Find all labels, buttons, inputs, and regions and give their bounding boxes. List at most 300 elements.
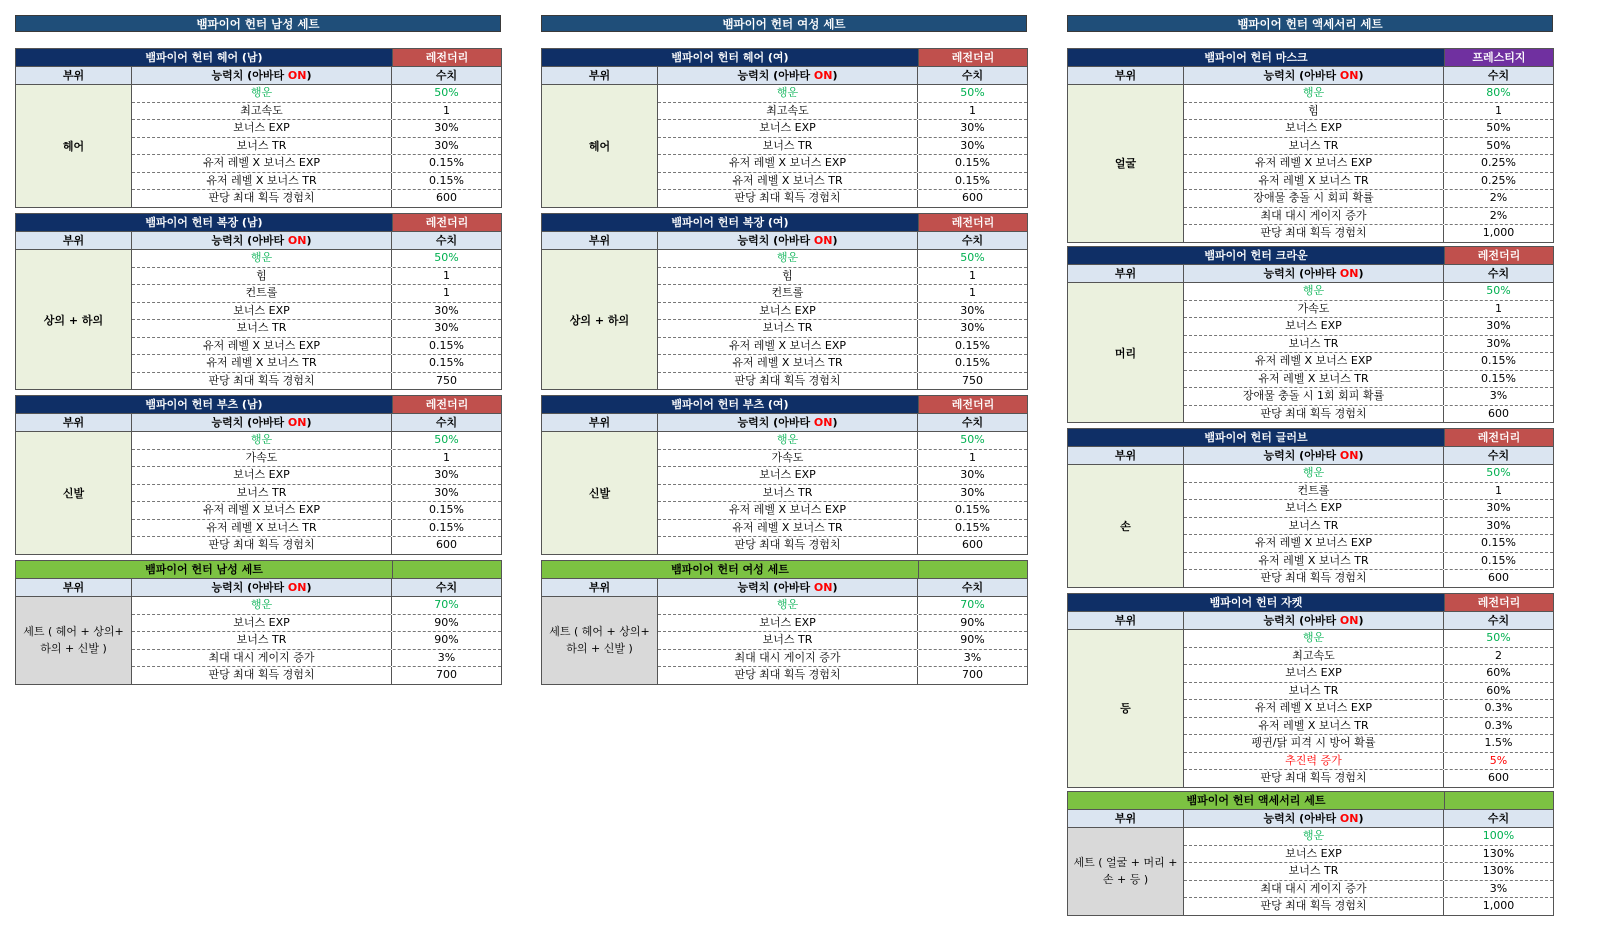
- stat-value: 30%: [1486, 336, 1511, 350]
- stat-value: 30%: [434, 303, 459, 317]
- stat-value: 30%: [960, 485, 985, 499]
- col-stat-header: 능력치 (아바타 ON): [1184, 265, 1444, 282]
- stat-value: 700: [436, 668, 457, 681]
- grade-badge: [918, 561, 1027, 578]
- col-value-header: 수치: [1487, 69, 1510, 82]
- col-part-header: 부위: [1068, 810, 1184, 827]
- col-stat-header: 능력치 (아바타 ON): [1184, 810, 1444, 827]
- stat-row: [132, 485, 501, 503]
- stat-value: 0.15%: [955, 338, 990, 352]
- stat-value: 0.15%: [1481, 371, 1516, 385]
- stat-name: 유저 레벨 X 보너스 TR: [132, 173, 392, 190]
- stat-row: [132, 355, 501, 373]
- column-header-row: [1068, 446, 1553, 465]
- stat-row: [1184, 570, 1553, 587]
- col-stat-header: 능력치 (아바타 ON): [132, 579, 392, 596]
- col-value-header: 수치: [961, 69, 984, 82]
- stat-row: [132, 173, 501, 191]
- stat-row: [1184, 85, 1553, 103]
- stat-row: [1184, 483, 1553, 501]
- col-part-header: 부위: [1068, 67, 1184, 84]
- stat-value: 50%: [960, 251, 985, 264]
- column-header-row: [542, 578, 1027, 597]
- stat-row: [1184, 318, 1553, 336]
- stat-value: 0.15%: [429, 338, 464, 352]
- stat-row: [1184, 518, 1553, 536]
- table-title: 뱀파이어 헌터 크라운: [1068, 247, 1444, 264]
- stat-list: [132, 250, 501, 389]
- stat-table-female-outfit: [541, 213, 1028, 390]
- stat-row: [1184, 898, 1553, 915]
- stat-row: [658, 615, 1027, 633]
- col-part-header: 부위: [1068, 447, 1184, 464]
- stat-name: 보너스 EXP: [132, 303, 392, 320]
- stat-table-male-hair: [15, 48, 502, 208]
- stat-name: 판당 최대 획득 경험치: [132, 373, 392, 390]
- table-body: [1068, 630, 1553, 787]
- stat-value: 600: [962, 538, 983, 551]
- stat-name: 보너스 TR: [132, 632, 392, 649]
- stat-name: 판당 최대 획득 경험치: [658, 537, 918, 554]
- table-title: 뱀파이어 헌터 액세서리 세트: [1068, 792, 1444, 809]
- stat-value: 30%: [960, 468, 985, 481]
- table-title-row: [1068, 594, 1553, 611]
- col-value-header: 수치: [435, 416, 458, 429]
- stat-name: 보너스 TR: [658, 138, 918, 155]
- stat-value: 50%: [434, 433, 459, 446]
- col-value-header: 수치: [1487, 812, 1510, 825]
- stat-name: 가속도: [658, 450, 918, 467]
- stat-name: 행운: [1184, 630, 1444, 647]
- stat-row: [658, 103, 1027, 121]
- col-part-header: 부위: [542, 579, 658, 596]
- table-title-row: [1068, 792, 1553, 809]
- stat-value: 700: [962, 668, 983, 681]
- stat-name: 최대 대시 게이지 증가: [1184, 881, 1444, 898]
- stat-row: [1184, 700, 1553, 718]
- stat-value: 1: [443, 450, 450, 464]
- stat-row: [658, 285, 1027, 303]
- stat-row: [132, 320, 501, 338]
- stat-value: 2: [1495, 648, 1502, 662]
- stat-value: 50%: [434, 251, 459, 264]
- stat-table-acc-mask: [1067, 48, 1554, 243]
- avatar-on-label: ON: [1339, 449, 1359, 462]
- table-title: 뱀파이어 헌터 글러브: [1068, 429, 1444, 446]
- col-part-header: 부위: [16, 232, 132, 249]
- part-cell: 헤어: [16, 85, 132, 207]
- col-part-header: 부위: [542, 232, 658, 249]
- stat-list: [132, 432, 501, 554]
- stat-row: [658, 667, 1027, 684]
- avatar-on-label: ON: [813, 581, 833, 594]
- stat-name: 행운: [658, 432, 918, 449]
- stat-value: 0.25%: [1481, 156, 1516, 169]
- stat-value: 1: [1495, 483, 1502, 497]
- stat-value: 50%: [1486, 631, 1511, 644]
- stat-table-female-hair: [541, 48, 1028, 208]
- table-title-row: [1068, 247, 1553, 264]
- part-cell: 세트 ( 헤어 + 상의+ 하의 + 신발 ): [542, 597, 658, 684]
- stat-row: [658, 138, 1027, 156]
- stat-row: [658, 520, 1027, 538]
- col-stat-header: 능력치 (아바타 ON): [132, 67, 392, 84]
- stat-name: 행운: [132, 85, 392, 102]
- grade-badge: 레전더리: [918, 396, 1027, 413]
- stat-row: [658, 303, 1027, 321]
- stat-name: 보너스 TR: [658, 485, 918, 502]
- stat-table-male-outfit: [15, 213, 502, 390]
- stat-name: 힘: [132, 268, 392, 285]
- stat-row: [1184, 120, 1553, 138]
- stat-value: 1: [443, 103, 450, 117]
- stat-name: 보너스 EXP: [658, 303, 918, 320]
- stat-value: 30%: [1486, 518, 1511, 532]
- stat-value: 600: [436, 538, 457, 551]
- stat-row: [658, 432, 1027, 450]
- table-title: 뱀파이어 헌터 복장 (여): [542, 214, 918, 231]
- table-body: [1068, 283, 1553, 422]
- avatar-on-label: ON: [813, 416, 833, 429]
- grade-badge: 레전더리: [392, 396, 501, 413]
- table-title: 뱀파이어 헌터 부츠 (여): [542, 396, 918, 413]
- stat-value: 70%: [960, 598, 985, 611]
- part-cell: 신발: [16, 432, 132, 554]
- col-stat-header: 능력치 (아바타 ON): [658, 232, 918, 249]
- column-header-row: [542, 231, 1027, 250]
- stat-row: [132, 250, 501, 268]
- stat-name: 행운: [658, 250, 918, 267]
- stat-list: [132, 597, 501, 684]
- stat-name: 최고속도: [658, 103, 918, 120]
- stat-name: 가속도: [132, 450, 392, 467]
- stat-value: 0.15%: [1481, 354, 1516, 367]
- stat-value: 50%: [1486, 466, 1511, 479]
- table-title-row: [16, 214, 501, 231]
- table-body: [16, 597, 501, 684]
- grade-badge: 레전더리: [1444, 247, 1553, 264]
- stat-value: 30%: [1486, 319, 1511, 332]
- stat-name: 보너스 TR: [132, 485, 392, 502]
- stat-name: 보너스 EXP: [1184, 665, 1444, 682]
- stat-value: 50%: [434, 86, 459, 99]
- stat-value: 750: [962, 373, 983, 387]
- stat-name: 유저 레벨 X 보너스 EXP: [658, 502, 918, 519]
- stat-name: 행운: [1184, 283, 1444, 300]
- stat-row: [1184, 301, 1553, 319]
- stat-row: [132, 120, 501, 138]
- stat-row: [1184, 103, 1553, 121]
- stat-name: 최대 대시 게이지 증가: [132, 650, 392, 667]
- avatar-on-label: ON: [1339, 267, 1359, 280]
- stat-list: [658, 85, 1027, 207]
- table-body: [542, 85, 1027, 207]
- stat-value: 0.15%: [429, 173, 464, 187]
- stat-name: 유저 레벨 X 보너스 TR: [1184, 553, 1444, 570]
- stat-name: 판당 최대 획득 경험치: [1184, 406, 1444, 423]
- part-cell: 헤어: [542, 85, 658, 207]
- stat-value: 1: [443, 286, 450, 299]
- stat-row: [658, 450, 1027, 468]
- part-cell: 등: [1068, 630, 1184, 787]
- stat-name: 힘: [1184, 103, 1444, 120]
- col-part-header: 부위: [16, 414, 132, 431]
- table-title-row: [16, 49, 501, 66]
- stat-name: 행운: [658, 597, 918, 614]
- table-body: [16, 250, 501, 389]
- col-value-header: 수치: [435, 69, 458, 82]
- stat-name: 판당 최대 획득 경험치: [132, 537, 392, 554]
- stat-name: 보너스 TR: [1184, 518, 1444, 535]
- col-value-header: 수치: [1487, 449, 1510, 462]
- part-cell: 머리: [1068, 283, 1184, 422]
- stat-value: 0.3%: [1484, 701, 1513, 714]
- col-value-header: 수치: [961, 416, 984, 429]
- stat-table-acc-jacket: [1067, 593, 1554, 788]
- stat-value: 90%: [960, 633, 985, 646]
- stat-list: [1184, 283, 1553, 422]
- stat-name: 장애물 충돌 시 회피 확률: [1184, 190, 1444, 207]
- stat-name: 판당 최대 획득 경험치: [1184, 225, 1444, 242]
- stat-row: [1184, 718, 1553, 736]
- stat-row: [132, 338, 501, 356]
- stat-value: 0.15%: [429, 356, 464, 369]
- stat-row: [132, 138, 501, 156]
- avatar-on-label: ON: [813, 69, 833, 82]
- stat-name: 유저 레벨 X 보너스 TR: [658, 173, 918, 190]
- table-body: [542, 250, 1027, 389]
- stat-row: [658, 632, 1027, 650]
- stat-value: 750: [436, 373, 457, 387]
- stat-value: 90%: [434, 615, 459, 629]
- stat-row: [132, 373, 501, 390]
- stat-value: 30%: [960, 321, 985, 334]
- stat-row: [1184, 683, 1553, 701]
- stat-value: 30%: [960, 121, 985, 134]
- stat-name: 보너스 EXP: [1184, 846, 1444, 863]
- stat-value: 0.15%: [955, 156, 990, 169]
- stat-value: 30%: [434, 121, 459, 134]
- column-header-row: [16, 413, 501, 432]
- stat-row: [132, 502, 501, 520]
- stat-row: [658, 485, 1027, 503]
- stat-row: [658, 85, 1027, 103]
- stat-table-male-boots: [15, 395, 502, 555]
- stat-row: [1184, 630, 1553, 648]
- stat-name: 가속도: [1184, 301, 1444, 318]
- stat-row: [658, 467, 1027, 485]
- stat-value: 90%: [434, 633, 459, 646]
- table-body: [1068, 85, 1553, 242]
- stat-value: 100%: [1482, 829, 1515, 842]
- stat-row: [132, 103, 501, 121]
- col-value-header: 수치: [1487, 614, 1510, 627]
- stat-name: 보너스 TR: [132, 138, 392, 155]
- stat-name: 행운: [1184, 465, 1444, 482]
- stat-value: 3%: [963, 650, 982, 664]
- stat-table-acc-set: [1067, 791, 1554, 916]
- col-part-header: 부위: [16, 67, 132, 84]
- stat-row: [132, 537, 501, 554]
- stat-row: [658, 597, 1027, 615]
- stat-value: 1: [443, 268, 450, 282]
- stat-value: 90%: [960, 615, 985, 629]
- col-part-header: 부위: [1068, 265, 1184, 282]
- table-title-row: [542, 49, 1027, 66]
- table-body: [16, 432, 501, 554]
- stat-name: 유저 레벨 X 보너스 TR: [1184, 371, 1444, 388]
- stat-value: 600: [962, 191, 983, 204]
- stat-row: [1184, 863, 1553, 881]
- stat-name: 펭귄/닭 피격 시 방어 확률: [1184, 735, 1444, 752]
- stat-value: 5%: [1489, 753, 1508, 767]
- col-part-header: 부위: [1068, 612, 1184, 629]
- table-title-row: [542, 214, 1027, 231]
- grade-badge: 레전더리: [918, 49, 1027, 66]
- table-title: 뱀파이어 헌터 남성 세트: [16, 561, 392, 578]
- stat-name: 보너스 EXP: [1184, 318, 1444, 335]
- stat-value: 1.5%: [1484, 736, 1513, 749]
- stat-value: 0.3%: [1484, 718, 1513, 732]
- stat-name: 유저 레벨 X 보너스 EXP: [658, 155, 918, 172]
- stat-value: 600: [1488, 771, 1509, 784]
- stat-list: [658, 250, 1027, 389]
- stat-name: 보너스 EXP: [658, 467, 918, 484]
- stat-row: [1184, 828, 1553, 846]
- accessory-set-header: 뱀파이어 헌터 액세서리 세트: [1067, 15, 1553, 32]
- stat-name: 판당 최대 획득 경험치: [1184, 770, 1444, 787]
- table-title-row: [16, 396, 501, 413]
- column-header-row: [542, 413, 1027, 432]
- stat-name: 판당 최대 획득 경험치: [658, 190, 918, 207]
- stat-value: 60%: [1486, 666, 1511, 679]
- stat-value: 70%: [434, 598, 459, 611]
- stat-value: 0.15%: [1481, 536, 1516, 549]
- stat-row: [1184, 500, 1553, 518]
- stat-value: 3%: [437, 650, 456, 664]
- col-stat-header: 능력치 (아바타 ON): [658, 579, 918, 596]
- stat-row: [1184, 225, 1553, 242]
- table-title: 뱀파이어 헌터 헤어 (여): [542, 49, 918, 66]
- grade-badge: 레전더리: [1444, 594, 1553, 611]
- part-cell: 손: [1068, 465, 1184, 587]
- avatar-on-label: ON: [287, 416, 307, 429]
- stat-value: 1: [969, 286, 976, 299]
- table-body: [16, 85, 501, 207]
- stat-value: 80%: [1486, 86, 1511, 99]
- stat-table-male-set: [15, 560, 502, 685]
- stat-list: [658, 597, 1027, 684]
- stat-value: 50%: [960, 86, 985, 99]
- table-title-row: [1068, 49, 1553, 66]
- stat-name: 보너스 EXP: [132, 120, 392, 137]
- stat-value: 3%: [1489, 389, 1508, 402]
- stat-name: 행운: [1184, 828, 1444, 845]
- stat-name: 행운: [658, 85, 918, 102]
- stat-row: [1184, 735, 1553, 753]
- stat-name: 판당 최대 획득 경험치: [1184, 898, 1444, 915]
- column-header-row: [1068, 264, 1553, 283]
- stat-name: 판당 최대 획득 경험치: [658, 667, 918, 684]
- avatar-on-label: ON: [287, 234, 307, 247]
- stat-value: 0.15%: [429, 503, 464, 516]
- stat-value: 60%: [1486, 683, 1511, 697]
- stat-row: [132, 155, 501, 173]
- stat-name: 최대 대시 게이지 증가: [1184, 208, 1444, 225]
- stat-row: [658, 373, 1027, 390]
- stat-row: [658, 268, 1027, 286]
- stat-value: 0.15%: [955, 356, 990, 369]
- stat-row: [132, 190, 501, 207]
- female-set-header: 뱀파이어 헌터 여성 세트: [541, 15, 1027, 32]
- stat-name: 보너스 TR: [658, 632, 918, 649]
- stat-value: 0.25%: [1481, 173, 1516, 187]
- stat-row: [658, 355, 1027, 373]
- stat-row: [1184, 155, 1553, 173]
- stat-name: 행운: [132, 250, 392, 267]
- stat-value: 1,000: [1482, 899, 1515, 912]
- stat-value: 1,000: [1482, 226, 1515, 239]
- stat-name: 유저 레벨 X 보너스 TR: [658, 520, 918, 537]
- stat-value: 50%: [1486, 121, 1511, 134]
- stat-row: [1184, 535, 1553, 553]
- col-value-header: 수치: [1487, 267, 1510, 280]
- grade-badge: 프레스티지: [1444, 49, 1553, 66]
- stat-row: [1184, 665, 1553, 683]
- stat-name: 유저 레벨 X 보너스 TR: [132, 520, 392, 537]
- stat-name: 유저 레벨 X 보너스 EXP: [1184, 155, 1444, 172]
- stat-row: [132, 285, 501, 303]
- stat-name: 보너스 TR: [132, 320, 392, 337]
- stat-name: 최고속도: [132, 103, 392, 120]
- col-stat-header: 능력치 (아바타 ON): [658, 67, 918, 84]
- stat-name: 유저 레벨 X 보너스 TR: [1184, 718, 1444, 735]
- grade-badge: [1444, 792, 1553, 809]
- part-cell: 세트 ( 얼굴 + 머리 + 손 + 등 ): [1068, 828, 1184, 915]
- stat-name: 힘: [658, 268, 918, 285]
- table-title: 뱀파이어 헌터 마스크: [1068, 49, 1444, 66]
- stat-value: 30%: [1486, 501, 1511, 514]
- table-title-row: [542, 396, 1027, 413]
- col-value-header: 수치: [435, 581, 458, 594]
- avatar-on-label: ON: [287, 69, 307, 82]
- stat-name: 보너스 EXP: [658, 120, 918, 137]
- stat-list: [1184, 828, 1553, 915]
- stat-name: 컨트롤: [1184, 483, 1444, 500]
- table-body: [1068, 465, 1553, 587]
- stat-value: 0.15%: [429, 156, 464, 169]
- stat-value: 600: [1488, 406, 1509, 420]
- stat-row: [1184, 138, 1553, 156]
- avatar-on-label: ON: [1339, 812, 1359, 825]
- stat-row: [658, 650, 1027, 668]
- stat-row: [1184, 208, 1553, 226]
- stat-value: 0.15%: [955, 173, 990, 187]
- table-title-row: [1068, 429, 1553, 446]
- stat-row: [132, 597, 501, 615]
- stat-value: 1: [1495, 301, 1502, 315]
- stat-row: [1184, 846, 1553, 864]
- avatar-on-label: ON: [813, 234, 833, 247]
- stat-name: 유저 레벨 X 보너스 TR: [132, 355, 392, 372]
- col-stat-header: 능력치 (아바타 ON): [1184, 612, 1444, 629]
- stat-row: [658, 320, 1027, 338]
- stat-value: 30%: [434, 138, 459, 152]
- stat-row: [658, 155, 1027, 173]
- male-set-header: 뱀파이어 헌터 남성 세트: [15, 15, 501, 32]
- stat-name: 컨트롤: [658, 285, 918, 302]
- stat-row: [1184, 648, 1553, 666]
